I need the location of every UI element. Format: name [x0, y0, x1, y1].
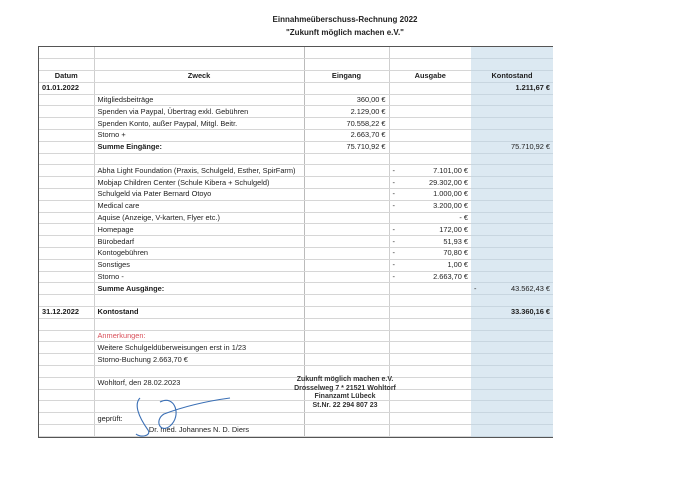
kontostand-cell [471, 189, 553, 201]
kontostand-cell [471, 366, 553, 378]
table-row [39, 307, 553, 319]
datum-cell [39, 401, 94, 413]
table-row [39, 271, 553, 283]
kontostand-cell [471, 82, 553, 94]
eingang-cell [304, 212, 389, 224]
kontostand-cell [471, 401, 553, 413]
ausgabe-cell [389, 82, 471, 94]
table-row [39, 118, 553, 130]
ausgabe-cell [389, 259, 471, 271]
ausgabe-value: 172,00 € [439, 224, 468, 234]
ausgabe-cell [389, 118, 471, 130]
stamp-line: Finanzamt Lübeck [314, 393, 376, 400]
ausgabe-cell [389, 342, 471, 354]
table-row [39, 248, 553, 260]
ausgabe-cell [389, 165, 471, 177]
eingang-cell [304, 295, 389, 307]
kontostand-value: 1.211,67 € [515, 83, 550, 93]
ausgabe-cell [389, 141, 471, 153]
zweck-cell: geprüft: [94, 413, 304, 425]
eingang-cell: 360,00 € [304, 94, 389, 106]
ausgabe-cell [389, 106, 471, 118]
kontostand-cell [471, 295, 553, 307]
kontostand-cell [471, 283, 553, 295]
eingang-cell [304, 330, 389, 342]
ausgabe-cell [389, 318, 471, 330]
eingang-cell [304, 82, 389, 94]
ausgabe-cell [389, 189, 471, 201]
header-zweck: Zweck [94, 71, 304, 83]
zweck-cell: Summe Eingänge: [94, 141, 304, 153]
datum-cell [39, 212, 94, 224]
zweck-cell [94, 366, 304, 378]
empty-row [39, 59, 553, 71]
ausgabe-cell [389, 153, 471, 165]
minus-sign: - [392, 165, 395, 175]
table-row [39, 425, 553, 437]
ausgabe-value: - € [459, 213, 468, 223]
zweck-cell [94, 318, 304, 330]
kontostand-cell [471, 130, 553, 142]
eingang-cell [304, 307, 389, 319]
zweck-cell: Summe Ausgänge: [94, 283, 304, 295]
organization-subtitle: "Zukunft möglich machen e.V." [286, 28, 404, 37]
stamp-line: Drosselweg 7 * 21521 Wohltorf [294, 384, 396, 392]
table-row [39, 212, 553, 224]
datum-cell [39, 189, 94, 201]
eingang-cell: 2.129,00 € [304, 106, 389, 118]
zweck-cell: Mobjap Children Center (Schule Kibera + Schulgeld) [94, 177, 304, 189]
ausgabe-cell [389, 200, 471, 212]
table-row [39, 259, 553, 271]
table-row [39, 141, 553, 153]
ausgabe-value: 3.200,00 € [433, 201, 468, 211]
eingang-cell [304, 165, 389, 177]
table-row [39, 413, 553, 425]
kontostand-cell [471, 141, 553, 153]
table-row [39, 94, 553, 106]
datum-cell [39, 389, 94, 401]
ausgabe-cell [389, 389, 471, 401]
empty-row [39, 318, 553, 330]
ausgabe-value: 1.000,00 € [433, 189, 468, 199]
zweck-cell: Weitere Schulgeldüberweisungen erst in 1/23 [94, 342, 304, 354]
table-row [39, 342, 553, 354]
ausgabe-cell [389, 212, 471, 224]
eingang-cell [304, 259, 389, 271]
zweck-cell: Medical care [94, 200, 304, 212]
minus-sign: - [474, 283, 477, 293]
ausgabe-cell [389, 94, 471, 106]
table-row [39, 130, 553, 142]
datum-cell [39, 177, 94, 189]
organization-stamp [290, 376, 400, 410]
table-row [39, 189, 553, 201]
datum-cell [39, 413, 94, 425]
datum-cell: 31.12.2022 [39, 307, 94, 319]
datum-cell [39, 165, 94, 177]
ausgabe-value: 29.302,00 € [428, 177, 468, 187]
ausgabe-cell [389, 307, 471, 319]
eingang-cell [304, 248, 389, 260]
zweck-cell: Wohltorf, den 28.02.2023 [94, 377, 304, 389]
zweck-cell: Homepage [94, 224, 304, 236]
kontostand-cell [471, 224, 553, 236]
ausgabe-value: 7.101,00 € [433, 165, 468, 175]
ausgabe-cell [389, 366, 471, 378]
zweck-cell: Bürobedarf [94, 236, 304, 248]
zweck-cell: Spenden Konto, außer Paypal, Mitgl. Beitr. [94, 118, 304, 130]
datum-cell [39, 236, 94, 248]
minus-sign: - [392, 260, 395, 270]
eingang-cell [304, 425, 389, 437]
datum-cell [39, 141, 94, 153]
kontostand-cell [471, 248, 553, 260]
kontostand-value: 33.360,16 € [510, 307, 550, 317]
zweck-cell: Schulgeld via Pater Bernard Otoyo [94, 189, 304, 201]
kontostand-cell [471, 389, 553, 401]
ausgabe-cell [389, 377, 471, 389]
datum-cell [39, 318, 94, 330]
eingang-cell: 75.710,92 € [304, 141, 389, 153]
datum-cell [39, 94, 94, 106]
minus-sign: - [392, 177, 395, 187]
ausgabe-cell [389, 248, 471, 260]
stamp-line: St.Nr. 22 294 807 23 [312, 401, 378, 409]
eingang-cell [304, 200, 389, 212]
kontostand-cell [471, 413, 553, 425]
zweck-cell: Mitgliedsbeiträge [94, 94, 304, 106]
eingang-cell [304, 342, 389, 354]
datum-cell [39, 354, 94, 366]
eingang-cell [304, 413, 389, 425]
datum-cell [39, 377, 94, 389]
kontostand-cell [471, 94, 553, 106]
kontostand-cell [471, 153, 553, 165]
datum-cell: 01.01.2022 [39, 82, 94, 94]
table-row [39, 177, 553, 189]
datum-cell [39, 153, 94, 165]
kontostand-value: 43.562,43 € [510, 283, 550, 293]
datum-cell [39, 200, 94, 212]
eingang-cell: 70.558,22 € [304, 118, 389, 130]
zweck-cell: Spenden via Paypal, Übertrag exkl. Gebühren [94, 106, 304, 118]
kontostand-cell [471, 177, 553, 189]
zweck-cell: Kontogebühren [94, 248, 304, 260]
datum-cell [39, 248, 94, 260]
header-row [39, 71, 553, 83]
table-row [39, 82, 553, 94]
minus-sign: - [392, 236, 395, 246]
signature [130, 396, 240, 438]
datum-cell [39, 366, 94, 378]
zweck-cell: Dr. med. Johannes N. D. Diers [94, 425, 304, 437]
datum-cell [39, 224, 94, 236]
kontostand-cell [471, 165, 553, 177]
kontostand-cell [471, 354, 553, 366]
ausgabe-value: 2.663,70 € [433, 272, 468, 282]
header-ausgabe: Ausgabe [389, 71, 471, 83]
eingang-cell [304, 354, 389, 366]
ausgabe-cell [389, 177, 471, 189]
kontostand-cell [471, 318, 553, 330]
ausgabe-cell [389, 236, 471, 248]
ausgabe-cell [389, 130, 471, 142]
datum-cell [39, 425, 94, 437]
zweck-cell [94, 153, 304, 165]
zweck-cell: Anmerkungen: [94, 330, 304, 342]
table-row [39, 106, 553, 118]
table-row [39, 330, 553, 342]
zweck-cell [94, 295, 304, 307]
eingang-cell [304, 224, 389, 236]
datum-cell [39, 342, 94, 354]
zweck-cell: Storno-Buchung 2.663,70 € [94, 354, 304, 366]
zweck-cell [94, 82, 304, 94]
header-kontostand: Kontostand [471, 71, 553, 83]
kontostand-value: 75.710,92 € [510, 142, 550, 152]
ausgabe-cell [389, 295, 471, 307]
minus-sign: - [392, 224, 395, 234]
document-title: Einnahmeüberschuss-Rechnung 2022 [272, 15, 418, 24]
eingang-cell [304, 177, 389, 189]
table-row [39, 354, 553, 366]
eingang-cell [304, 318, 389, 330]
eingang-cell [304, 189, 389, 201]
datum-cell [39, 283, 94, 295]
ausgabe-value: 51,93 € [443, 236, 468, 246]
ausgabe-cell [389, 330, 471, 342]
ausgabe-cell [389, 271, 471, 283]
minus-sign: - [392, 248, 395, 258]
header-datum: Datum [39, 71, 94, 83]
table-row [39, 165, 553, 177]
eingang-cell [304, 271, 389, 283]
kontostand-cell [471, 200, 553, 212]
kontostand-cell [471, 377, 553, 389]
datum-cell [39, 118, 94, 130]
empty-row [39, 153, 553, 165]
ausgabe-cell [389, 401, 471, 413]
empty-row [39, 295, 553, 307]
kontostand-cell [471, 118, 553, 130]
eingang-cell: 2.663,70 € [304, 130, 389, 142]
datum-cell [39, 106, 94, 118]
minus-sign: - [392, 189, 395, 199]
header-eingang: Eingang [304, 71, 389, 83]
minus-sign: - [392, 272, 395, 282]
kontostand-cell [471, 342, 553, 354]
datum-cell [39, 259, 94, 271]
kontostand-cell [471, 330, 553, 342]
datum-cell [39, 271, 94, 283]
ausgabe-value: 70,80 € [443, 248, 468, 258]
ausgabe-cell [389, 413, 471, 425]
table-row [39, 283, 553, 295]
datum-cell [39, 295, 94, 307]
kontostand-cell [471, 236, 553, 248]
zweck-cell: Storno + [94, 130, 304, 142]
kontostand-cell [471, 259, 553, 271]
kontostand-cell [471, 106, 553, 118]
table-row [39, 200, 553, 212]
zweck-cell: Abha Light Foundation (Praxis, Schulgeld, Esther, SpirFarm) [94, 165, 304, 177]
minus-sign: - [392, 201, 395, 211]
ausgabe-cell [389, 425, 471, 437]
datum-cell [39, 130, 94, 142]
kontostand-cell [471, 307, 553, 319]
kontostand-cell [471, 271, 553, 283]
ausgabe-cell [389, 224, 471, 236]
eingang-cell [304, 283, 389, 295]
zweck-cell: Storno - [94, 271, 304, 283]
ausgabe-value: 1,00 € [447, 260, 468, 270]
ausgabe-cell [389, 283, 471, 295]
ausgabe-cell [389, 354, 471, 366]
datum-cell [39, 330, 94, 342]
stamp-line: Zukunft möglich machen e.V. [296, 376, 394, 383]
zweck-cell: Kontostand [94, 307, 304, 319]
kontostand-cell [471, 425, 553, 437]
eingang-cell [304, 153, 389, 165]
zweck-cell: Sonstiges [94, 259, 304, 271]
empty-row [39, 47, 553, 59]
zweck-cell: Aquise (Anzeige, V-karten, Flyer etc.) [94, 212, 304, 224]
kontostand-cell [471, 212, 553, 224]
eingang-cell [304, 236, 389, 248]
table-row [39, 236, 553, 248]
table-row [39, 224, 553, 236]
